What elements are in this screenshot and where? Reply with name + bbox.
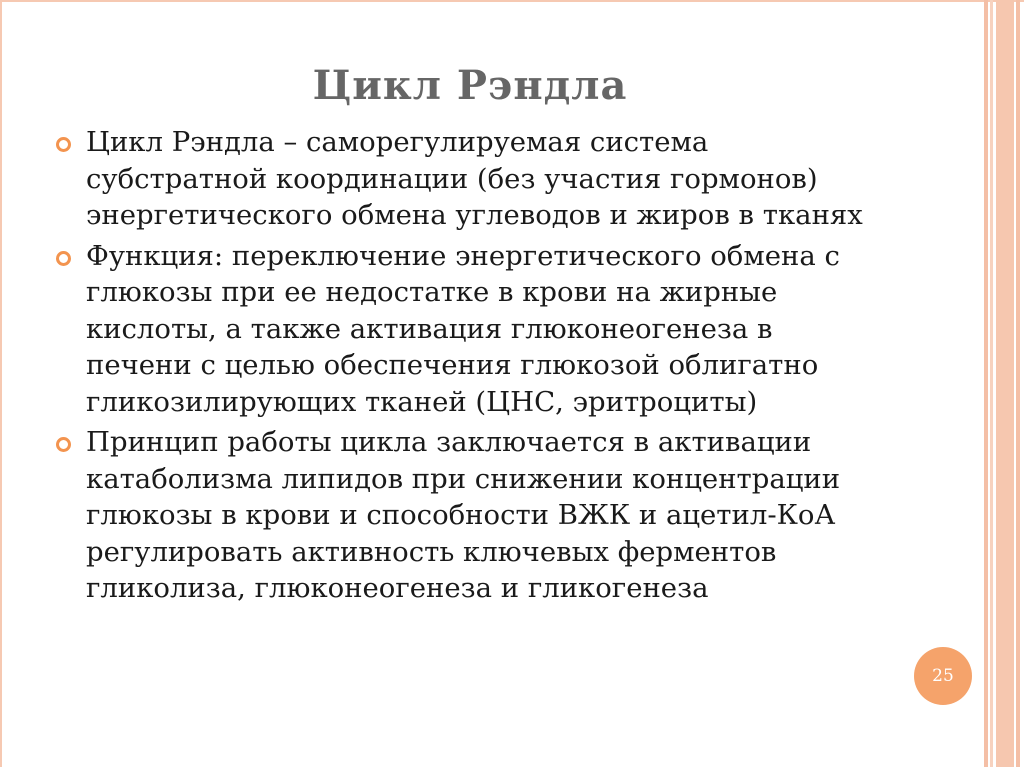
bullet-circle-icon (56, 137, 71, 152)
decorative-stripe (984, 0, 988, 767)
slide-title: Цикл Рэндла (312, 62, 628, 109)
bullet-item (50, 238, 870, 421)
page-number-badge: 25 (914, 647, 972, 705)
bullet-item (50, 424, 870, 607)
decorative-stripe (990, 0, 993, 767)
decorative-stripe (996, 0, 1014, 767)
bullet-circle-icon (56, 251, 71, 266)
bullet-circle-icon (56, 437, 71, 452)
bullet-item (50, 124, 870, 234)
bullet-text: Принцип работы цикла заключается в активации катаболизма липидов при снижении концентрации глюкозы в крови и способности ВЖК и ацетил-КоА регулировать активность ключевых ферментов гликолиза, глюконеогенеза и гликогенеза (86, 426, 841, 604)
bullet-list (50, 124, 870, 611)
bullet-text: Цикл Рэндла – саморегулируемая система субстратной координации (без участия гормонов) энергетического обмена углеводов и жиров в тканях (86, 126, 863, 231)
decorative-stripe (1016, 0, 1020, 767)
bullet-text: Функция: переключение энергетического обмена с глюкозы при ее недостатке в крови на жирные кислоты, а также активация глюконеогенеза в печени с целью обеспечения глюкозой облигатно гликозилирующих тканей (ЦНС, эритроциты) (86, 239, 840, 418)
